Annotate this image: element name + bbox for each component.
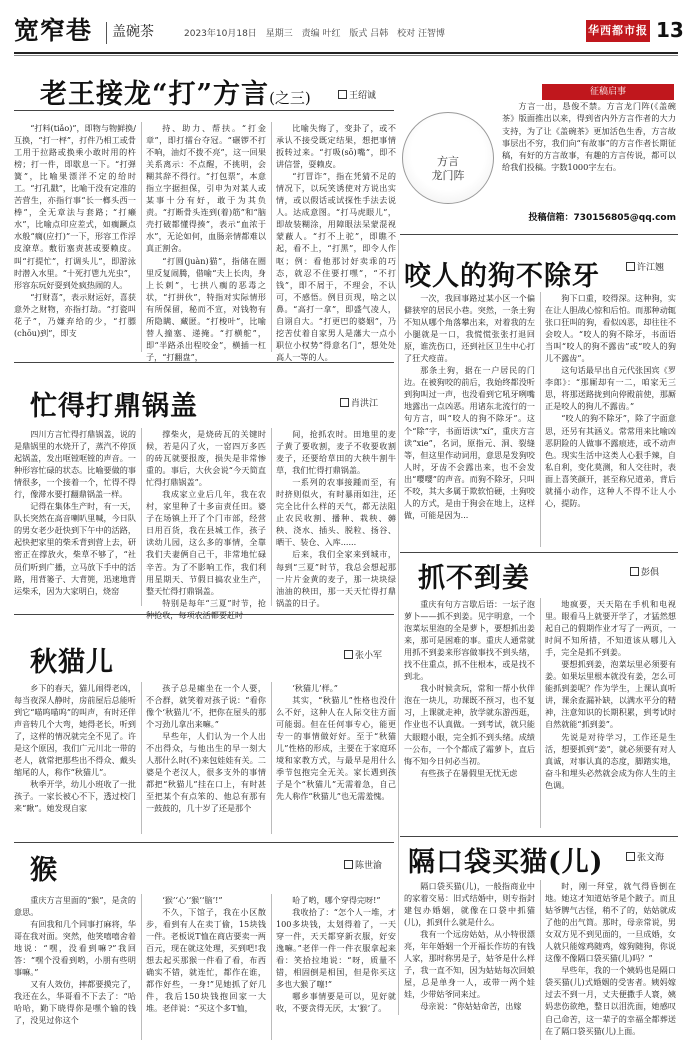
article-title-autumn-cat: 秋猫儿 xyxy=(30,647,114,678)
article-body-col: 哈了哟，哪个穿得完呀!” 我收拾了：“怎个人一堆，才100多块钱，太划得着了，一天穿一件，天天都穿新衣服，好安逸嘛。”老伴一件一件衣服拿起来看：笑拾拉地说：“呀，质量不错，相固倒是相国，但是你买这多也大猴了噻!” 哪乡事情要是可以，见好就收，不要贪得无厌，太‘猴’了。 xyxy=(276,895,396,1014)
editor-credit: 责编 叶红 xyxy=(301,29,341,39)
article-body-col: 狗下口重，咬得深。这种狗，实在让人胆战心惊和后怕。而那种动辄张口狂叫的狗，看似凶恶，却往往不会咬人。“咬人的狗不除牙，书面语当叫“咬人的狗不露齿”或“咬人的狗儿不露齿”。 这句话最早出自元代张国宾《罗李郎》：“那厮却有一二，咱家无三思，将那送路拢到向停殿前使，那厮正是咬人的狗儿不露齿。” “咬人的狗不除牙”，除了字面意思，还另有其涵义。常常用来比喻凶恶阴险的人做事不露痕迹，或不动声色。现实生活中这类人心狠手辣，自私自利，变化莫测，和人交往时，表面上喜笑颜开，甚至称兄道弟，背后就捅小动作，这种人不得不让人小心，提防。 xyxy=(545,293,676,508)
article-body-col: 孩子总是瘫坐在一个人要，不合群，就笑着对孩子说：“看你像个‘秋猫儿’不，把你在屋头的那个习劲儿拿出来嘛。” 早些年，人们认为一个人出不出得众，与他出生的早一刻大人那什么时(不)来包娃娃有关。二婆是个老汉人，很多支外的事情都把“秋猫儿”挂在口上，有时甚至把某个有点笨的、他总有那有一鼓鼓的，几十岁了还是那个 xyxy=(146,683,266,814)
issue-meta xyxy=(184,26,451,39)
article-title-dog: 咬人的狗不除牙 xyxy=(404,261,600,292)
byline-dog: 许江翘 xyxy=(626,260,664,273)
article-title-ginger: 抓不到姜 xyxy=(418,563,530,594)
article-body-col: “打料(tiǎo)”，即物与物鲜换/互换，“打一枰”，打件乃相工或骨工用于拉路或换乘小敢时用的杵榜；打一件，即歇息一下。“打弹簧”，比喻果漂洋不定的给时工。“打孔戳”，比喻干没有定准的苦营生，亦指行事“长一榔头西一棒”，全无章法与套路；“打癞水”，比喻点印应差式，如瘸蹶点水般“瘸(应打)”一下，形容工作浮皮潦草。敷衍塞责甚或要赖皮。叫“打提忙”，打调头儿”，即游泳时潜入水里。“十死打鬯九光虫”，形容东玩好耍到处疯热闹的人。 “打财喜”，表示财运好，喜获意外之财物，亦指打劫。“打瓷叫花子”，乃嫌弃给的少，“打膘(chōu)到”，即支 xyxy=(14,123,136,338)
call-for-papers-tag: 征稿启事 xyxy=(542,84,674,100)
article-body-col: 持、助力、帮扶。“打金章”，即打擂台夺冠。“碾锣不打不响，油灯不拨不亮”，这一回果关系离示：不点醒，不挑明，会糊其辞不得行。“打包票”，本意指立字据担保，引申为对某人或某事十分有好，敢于为其负责。“打断骨头连到(着)筋”和“脑壳打破都懂得揍”，表示“血浓于水”，无论如何，血肠亲情都难以真正割舍。 “打圆(juàn)猫”，指储在圈里反复闹腾，借喻“夫上长肉，身上长刺”，七拱八瘸的恶毒之状，“打拼伙”，特指对实际情形有所保留，秘而不宣，对钱物有所隐瞒、藏匿。“打梭叶”，比喻替人撞塞、递掩。“打横舵”，即“半路杀出程咬金”，横插一杠子，“打翻盘”， xyxy=(146,123,266,362)
column-rule xyxy=(540,880,541,1040)
article-body-col: 四川方言忙得打鼎锅盖，说的是鼎锅里的水烧开了，蒸汽不停顶起锅盖，发出哐镗哐镗的声音。一种形容忙碌的状态。比喻要做的事情很多，一个接着一个，忙得不得行，像滞水要打翻鼎锅盖一样。 记得在集体生产时，有一天，队长突然在高音喇叭里喊，今日队的男女老少赶快到下午中的活路，起快把家里的柴禾背到营上去，研密正在撑放火，柴草不够了，“社员们听到广播，立马放下手中的活路，用背篓子、大背篼，迅速地背运柴禾，因为大家明白，烧窑 xyxy=(14,429,136,596)
sub-title: 盖碗茶 xyxy=(112,24,154,40)
notice-emblem-text: 方言 龙门阵 xyxy=(431,155,465,182)
submission-email: 投稿信箱：730156805@qq.com xyxy=(528,213,676,223)
article-body-col: 比喻失悔了，变卦了，或不承认不接受既定结果，想把事情扳转过来。“打吸(sō)嘴”，即不讲信誉，耍赖皮。 “打冒诈”，指在凭猜不足的情况下，以玩笑诱使对方说出实情，或以假话或试探性手法去说人。达成意图。“打马虎眼儿”，即故装糊涂，用障眼法呆蒙混视蒙蔽人。“打不上驼”，即瞧不起，看不上，“打黑”，即令人作呕；例：看他那讨好卖乖的巧态，就忍不住要打嘿”，“不打钱”，即不屑于，不理会，不认可，不感悟。例目页现，啥之以鼻。“高打一拿”，即盛气凌人，自诩自大。“打更巴的婆姻”，乃挖苦仗着自家男人是藩大一点小职位小权势“得意名门”，想处处高人一等的人。 xyxy=(276,123,396,362)
article-body-col: 一次，我回事路过某小区一个偏僻狭窄的居民小巷。突然，一条土狗不知从哪个角落攀出来，对着我的左小腿就是一口，我慌慌张张打退回原，谁洗伤口，还到社区卫生中心打了狂犬疫苗。 那条土狗，据在一户居民的门边。在被狗咬的前后，我始终都没听到狗叫过一声，也没看到它吼牙咧嘴地露出一点凶恶。用诸东北流行的一句方言，叫“咬人的狗不除牙”。这个“除”字，书面语读“xí”，重庆方言读“xie”，名词，原指元、洞、裂缝等，但这里作动词用，意思是发狗咬人时，牙齿不会露出来，也不会发出“嘤嘤”的声音。而狗不除牙，只叫不咬，其大多属于欺软怕硬，土狗咬人的方式，是由于狗会在地上，这样做，可能是因为... xyxy=(404,293,535,520)
column-rule xyxy=(271,894,272,1040)
column-rule xyxy=(141,894,142,1040)
newspaper-logo: 华西都市报 xyxy=(586,20,650,42)
article-body-col: ‘秋猫儿’样。” 其实，“秋猫儿”性格也没什么不好，这种人在人际交往方面可能弱。但在任何事专心，能更专一的事情做好好。至于“秋猫儿”性格的形成，主要在于家庭环境和家教方式，与最早是用什么季节包抱完全无关。家长遇到孩子是个“秋猫儿”无需着急，自己先人称作“秋猫儿”也无需羞愧。 xyxy=(276,683,396,802)
rule xyxy=(400,836,678,837)
article-body-col: 撑柴火，是烧砖瓦的关键时候，若是闪了火，一窑四万多匹的砖瓦就要报废，损失是非常惨重的。事后，大伙会说“今天简直忙得打鼎锅盖”。 我成家立业后几年，我在农村，家里种了十多亩责任田。婆子在场镇上开了个门市部，经营日用百货，我在县城工作，孩子读幼儿园，这么多的事情，全靠我们夫妻俩自己干，非常地忙碌辛苦。为了不影响工作，我们利用星期天、节假日搞农业生产，整天忙得打鼎锅盖。 特别是每年“三夏”时节，抢 xyxy=(146,429,266,608)
column-name: 宽窄巷 xyxy=(14,16,93,45)
column-rule xyxy=(271,682,272,834)
header-divider xyxy=(106,22,107,44)
rule xyxy=(14,362,394,363)
page-number: 13 xyxy=(656,18,684,42)
byline-autumn-cat: 张小军 xyxy=(344,648,382,661)
byline-ginger: 彭俱 xyxy=(630,565,659,578)
article-body-col: 重庆方言里面的“猴”，是贪的意思。 有回我和几个同事打麻将，华哥在我对面。突然，他笑嘻嘻舍着地说：“嘿，没看到嘛?”我回答：“嘿个没看到哟，小朋有些明事嘛。” 又有人效仿，摔都要摸完了，我还在么，华哥看不下去了：“哈哈哈，勤下晓得你是嘿个输的钱了，没见过你这个 xyxy=(14,895,136,1026)
rule xyxy=(400,552,678,553)
rule xyxy=(14,110,394,111)
article-title-busy: 忙得打鼎锅盖 xyxy=(30,391,198,422)
title-suffix: (之三) xyxy=(269,89,311,107)
rule xyxy=(14,614,394,615)
column-rule xyxy=(141,122,142,352)
column-rule xyxy=(271,122,272,352)
proof-credit: 校对 汪智博 xyxy=(397,29,445,39)
rule xyxy=(14,842,394,843)
article-body-col: 乡下的春天，猫儿闹得老凶，每当夜深人静时，房前屋后总能听到它“喵呜喵呜”的叫声，有时还伴声音转几个大弯，她得老长，听到了，这样的情况就完全不见了。许是这个原因，我们广元川北一带的老人，就常把那些出不得众、戴头缩尾的人，称作“秋猫儿”。 秋季开学，幼儿小班收了一批孩子。一家长被心不下，透过校门来“瞅”。她发现自家 xyxy=(14,683,136,814)
column-rule xyxy=(141,428,142,606)
header-rule-thin xyxy=(14,55,678,56)
issue-weekday: 星期三 xyxy=(265,29,293,39)
designer-credit: 版式 吕韩 xyxy=(349,29,389,39)
column-rule xyxy=(540,598,541,828)
article-body-col: 间，抢抓农时。田地里的麦子黄了要收割，麦子不收要收割麦子，还要给草田的大秧牛割牛草，我们忙得打鼎锅盖。 一系列的农事接踵而至，有时挤则似火，有时暴雨如注，还完全比什么样的天气，都无法阻止农民收割、播种、栽秧、薅秧、浇水、插头、脱粒、扬谷、晒干、装仓、入库...... 后来，我们全家来到城市，每到“三夏”时节，我总会想起那一片片金黄的麦子，那一块块绿油油的秧田，那一天天忙得打鼎锅盖的日子。 xyxy=(276,429,396,608)
column-rule xyxy=(271,428,272,606)
notice-body: 方言一出，恳俊不禁。方言龙门阵(《盖碗茶》版面推出以来，得到省内外方言作者的大力支持，为了让《盖碗茶》更加活色生香，方言故事层出不穷，我们向“有故事”的方言作者长期征稿，有好的方言故事，有趣的方言传说，都可以给我们投稿。字数1000字左右。 xyxy=(502,101,676,173)
article-body-col: 时，刚一拜堂，就气得昏倒在地。她这才知道姑爷是个跛子。而且姑爷脾气古怪，稍不了的，姑姑就成了他的出气筒。那时，母亲常说，男女双方见不到见面的，一旦成婚，女人就只能嫁鸡随鸡，嫁狗随狗，你说这像不像隔口袋买猫(儿)吗？” 早些年，我的一个姨妈也是隔口袋买猫(儿)式婚姻的受害者。姨妈嫁过去不到一月，丈夫便撒手人寰，姨妈悲伤欲绝，整日以泪洗面，她感叹自己命苦，这一辈子的幸福全都葬送在了隔口袋买猫(儿)上面。 xyxy=(545,881,676,1036)
byline-laowang: 王绍诚 xyxy=(338,88,376,101)
byline-busy: 肖洪江 xyxy=(340,396,378,409)
byline-bag-cat: 张文海 xyxy=(626,850,664,863)
column-rule xyxy=(540,292,541,547)
page-header xyxy=(14,14,684,52)
article-body-col: 地疯要，天天陷在手机和电视里。眼看马上就要开学了，才猛然想起自己的假期作业才写了一两页，一时间不知所措，不知道该从哪儿入手，完全是抓不到姜。 要想抓到姜，泡菜坛里必须要有姜。如果坛里根本就没有姜，怎么可能抓到姜呢？作为学生，上课认真听讲，课余查漏补缺，以满水平分的精神，注意知识的长期积累，到考试时自然就能“抓到姜”。 先说是对待学习，工作还是生活，想要抓到“姜”，就必须要有对人真诚，对事认真的态度，脚踏实地，奋斗和埋头必然就会成为你人生的主色调。 xyxy=(545,599,676,790)
article-title-laowang: 老王接龙“打”方言(之三) xyxy=(40,79,311,110)
article-body-col: 隔口袋买猫(儿)，一般指商业中的家着交易：旧式结婚中，则专指封建包办婚姻，就像在口袋中抓猫(儿)，抓到什么就是什么。 我有一个远房姑姑，从小特很漂亮，年年婚姻一个开福长作坊的有钱人家，那时称男是子，姑爷是什么样子，我一直不知，因为姑姑每次回娘屋，总是单身一人，或带一两个娃娃，少带姑爷同来过。 母亲说：“你姑姑命苦，出嫁 xyxy=(404,881,535,1012)
article-title-monkey: 猴 xyxy=(30,855,58,886)
issue-date: 2023年10月18日 xyxy=(184,29,257,39)
rule xyxy=(400,234,678,235)
column-rule xyxy=(141,682,142,834)
byline-monkey: 陈世渝 xyxy=(344,858,382,871)
article-title-bag-cat: 隔口袋买猫(儿) xyxy=(408,847,604,878)
article-body-col: 重庆有句方言歇后语：一坛子泡萝卜——抓不到姜。见字明意，一个泡菜坛里泡的全是萝卜，要想抓出姜来，那可是困难的事。重庆人通常就用抓不到姜来形容做事找不到头绪，找不住重点，抓不住根本，或是找不到北。 我小时候贪玩，常和一帮小伙伴泡在一块儿，功课既不预习，也不复习，上课就走神，放学就东游西逛，作业也不认真做。一到考试，就只能大眼瞪小眼，完全抓不到头绪。成绩一公布，一个个都成了霜萝卜，直后悔不知今日何必当初。 有些孩子在暑假里无忧无虑 xyxy=(404,599,535,778)
section-divider xyxy=(398,240,399,1015)
header-rule xyxy=(14,52,678,54)
article-body-col: ‘猴’‘心’‘猴’‘脑’!” 不久，下馆子，我在小区散步，看到有人在卖丁偷，15块钱一件。老板说T恤在商店要卖一两百元，现在就这处理，买到吧!我想去起买那猴一件看了看，布西确实不错，就连忙，都作在谁，都作好些，一身!”见她抓了好几件，我后150块钱抱回家一大堆。老伴说：“买这个多T恤， xyxy=(146,895,266,1014)
